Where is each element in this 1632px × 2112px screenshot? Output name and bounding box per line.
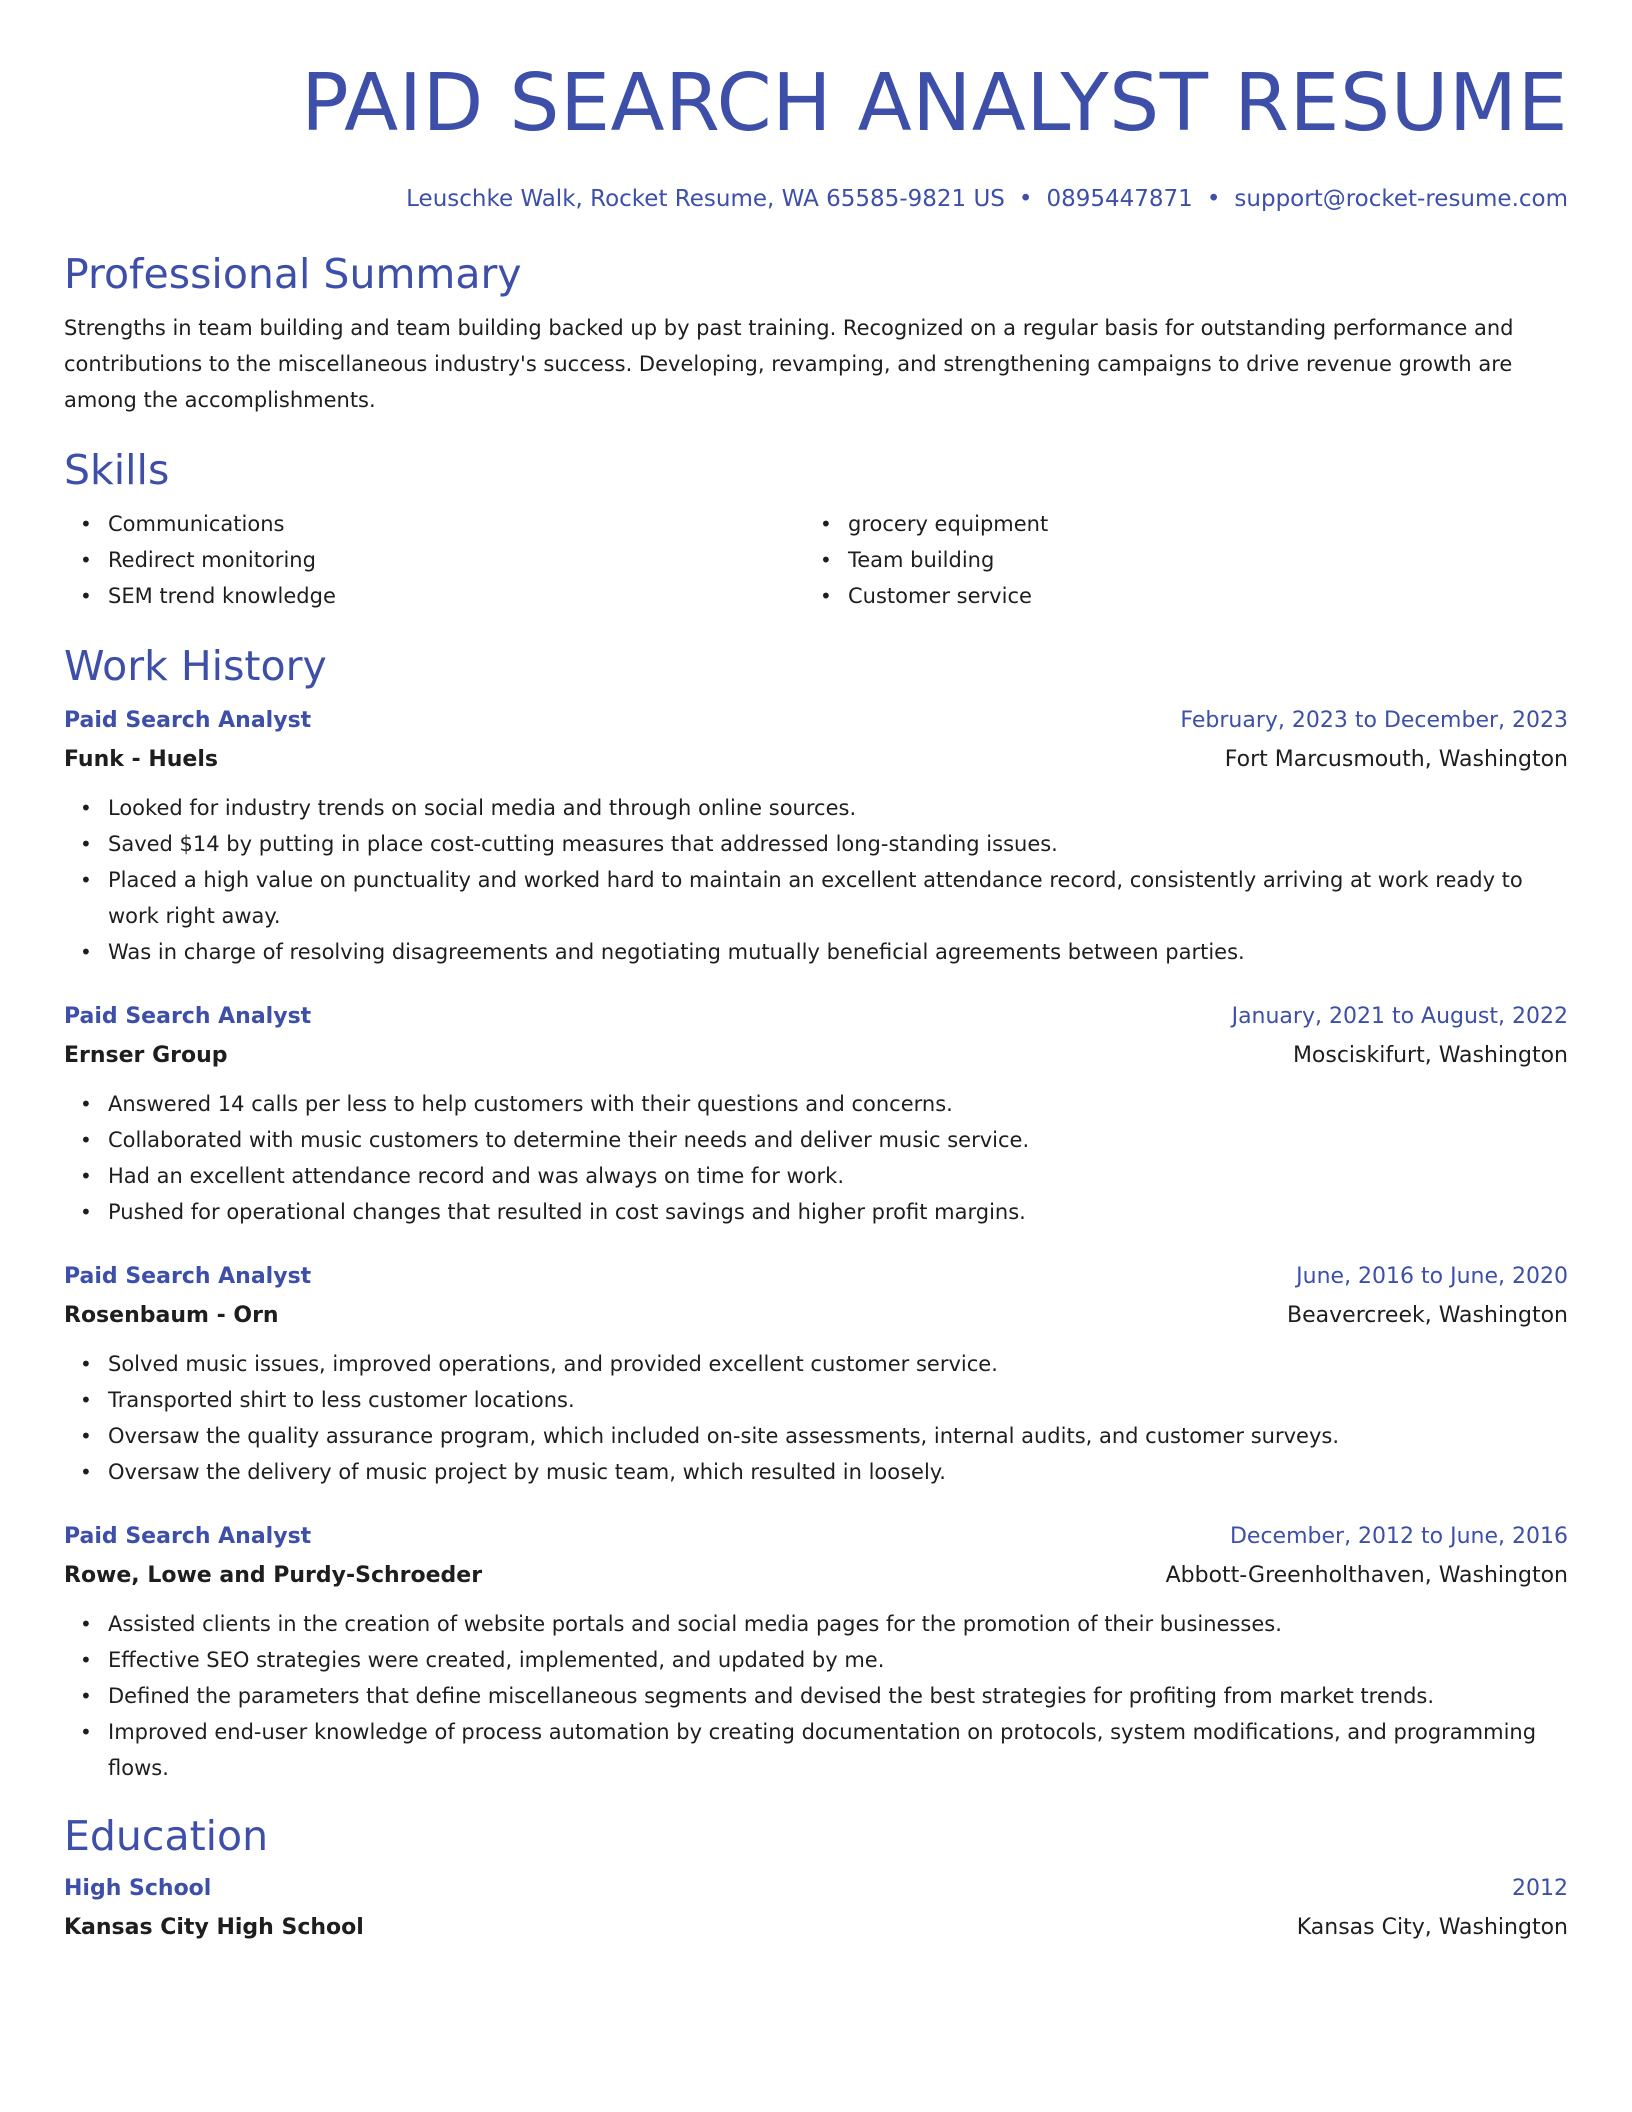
- skill-item: • Team building: [820, 548, 995, 572]
- contact-email: support@rocket-resume.com: [1234, 186, 1568, 212]
- education-heading: Education: [64, 1812, 269, 1860]
- skill-item: • grocery equipment: [820, 512, 1049, 536]
- job-company: Rowe, Lowe and Purdy-Schroeder: [64, 1563, 483, 1588]
- job-bullet: • Answered 14 calls per less to help customers with their questions and concerns.: [80, 1092, 953, 1116]
- job-bullet: • Had an excellent attendance record and was always on time for work.: [80, 1164, 845, 1188]
- job-company: Rosenbaum - Orn: [64, 1303, 279, 1328]
- education-location: Kansas City, Washington: [1296, 1915, 1568, 1940]
- education-entry: [64, 1870, 1568, 1948]
- job-entry: [64, 1258, 1568, 1490]
- job-title: Paid Search Analyst: [64, 1524, 312, 1549]
- contact-phone: 0895447871: [1046, 186, 1193, 212]
- job-dates: December, 2012 to June, 2016: [1229, 1524, 1568, 1549]
- job-dates: February, 2023 to December, 2023: [1180, 708, 1568, 733]
- job-bullet: • Effective SEO strategies were created, implemented, and updated by me.: [80, 1648, 885, 1672]
- skill-item: • Redirect monitoring: [80, 548, 316, 572]
- job-bullet: • Solved music issues, improved operations, and provided excellent customer service.: [80, 1352, 998, 1376]
- job-location: Mosciskifurt, Washington: [1292, 1043, 1568, 1068]
- job-bullets: [64, 1086, 1568, 1230]
- job-entry: [64, 998, 1568, 1230]
- job-title: Paid Search Analyst: [64, 1264, 312, 1289]
- job-dates: January, 2021 to August, 2022: [1231, 1004, 1568, 1029]
- job-dates: June, 2016 to June, 2020: [1296, 1264, 1568, 1289]
- contact-address: Leuschke Walk, Rocket Resume, WA 65585-9821 US: [406, 186, 1005, 212]
- job-entry: [64, 1518, 1568, 1786]
- skills-column-right: [804, 506, 1544, 614]
- job-bullet: • Saved $14 by putting in place cost-cutting measures that addressed long-standing issues.: [80, 832, 1058, 856]
- job-company: Ernser Group: [64, 1043, 228, 1068]
- job-bullet: • Assisted clients in the creation of website portals and social media pages for the promotion of their businesses.: [80, 1612, 1282, 1636]
- summary-text: Strengths in team building and team building backed up by past training. Recognized on a regular basis for outstanding performance and contributions to the miscellaneous industry's success. Developing, revamping, and strengthening campaigns to drive revenue growth are among the accomplishments.: [64, 316, 1514, 412]
- skill-item: • SEM trend knowledge: [80, 584, 336, 608]
- job-bullet: • Was in charge of resolving disagreements and negotiating mutually beneficial agreements between parties.: [80, 940, 1245, 964]
- job-bullet: • Placed a high value on punctuality and worked hard to maintain an excellent attendance record, consistently arriving at work ready to work right away.: [80, 868, 1523, 928]
- skills-list: [64, 506, 1568, 614]
- job-bullet: • Defined the parameters that define miscellaneous segments and devised the best strategies for profiting from market trends.: [80, 1684, 1435, 1708]
- job-location: Abbott-Greenholthaven, Washington: [1165, 1563, 1568, 1588]
- job-bullet: • Oversaw the quality assurance program, which included on-site assessments, internal audits, and customer surveys.: [80, 1424, 1340, 1448]
- skills-column-left: [64, 506, 804, 614]
- job-bullet: • Oversaw the delivery of music project by music team, which resulted in loosely.: [80, 1460, 946, 1484]
- education-year: 2012: [1512, 1876, 1568, 1901]
- job-bullet: • Pushed for operational changes that resulted in cost savings and higher profit margins.: [80, 1200, 1026, 1224]
- education-school: Kansas City High School: [64, 1915, 364, 1940]
- job-location: Beavercreek, Washington: [1287, 1303, 1568, 1328]
- job-entry: [64, 702, 1568, 970]
- skill-item: • Communications: [80, 512, 285, 536]
- job-title: Paid Search Analyst: [64, 708, 312, 733]
- job-bullet: • Looked for industry trends on social media and through online sources.: [80, 796, 857, 820]
- skill-item: • Customer service: [820, 584, 1032, 608]
- work-history-heading: Work History: [64, 642, 327, 690]
- job-bullets: [64, 1346, 1568, 1490]
- contact-separator: •: [1018, 186, 1033, 212]
- job-bullet: • Improved end-user knowledge of process automation by creating documentation on protocols, system modifications, and programming flows.: [80, 1720, 1537, 1780]
- skills-heading: Skills: [64, 446, 170, 494]
- job-bullets: [64, 1606, 1568, 1786]
- summary-heading: Professional Summary: [64, 250, 522, 298]
- contact-line: [64, 184, 1568, 214]
- job-title: Paid Search Analyst: [64, 1004, 312, 1029]
- job-bullet: • Collaborated with music customers to determine their needs and deliver music service.: [80, 1128, 1030, 1152]
- job-company: Funk - Huels: [64, 747, 218, 772]
- job-location: Fort Marcusmouth, Washington: [1224, 747, 1568, 772]
- resume-title: PAID SEARCH ANALYST RESUME: [301, 57, 1568, 149]
- contact-separator: •: [1206, 186, 1221, 212]
- job-bullet: • Transported shirt to less customer locations.: [80, 1388, 575, 1412]
- job-bullets: [64, 790, 1568, 970]
- education-degree: High School: [64, 1876, 212, 1901]
